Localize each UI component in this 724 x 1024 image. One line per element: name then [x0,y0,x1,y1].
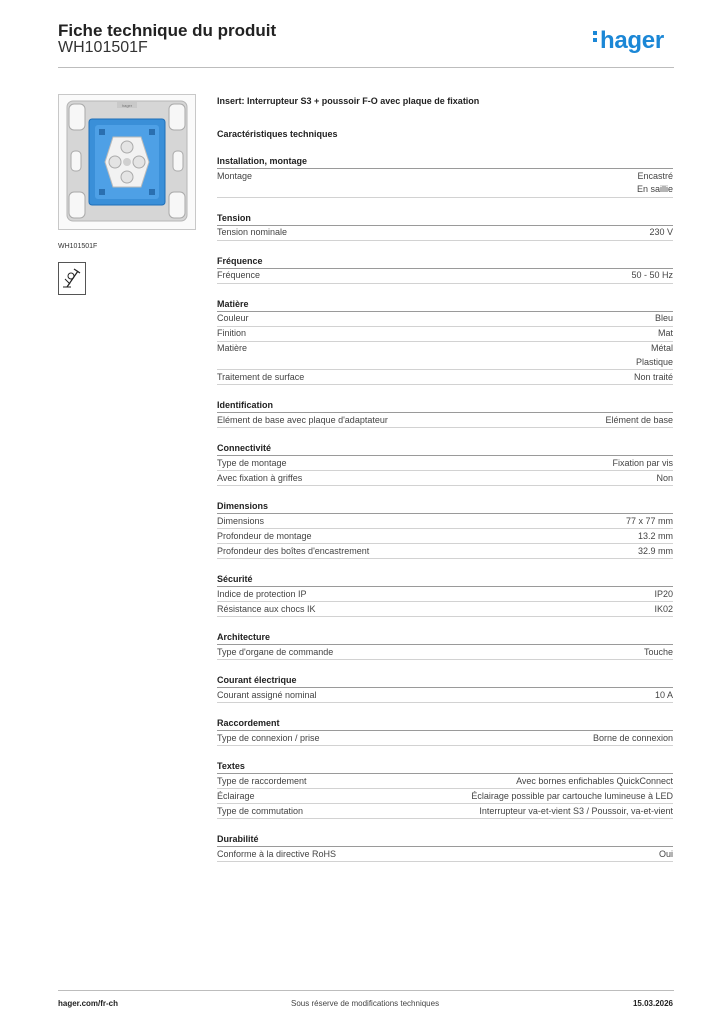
spec-row [217,602,673,617]
spec-label: Montage [217,170,253,181]
logo-dots-icon [593,31,598,45]
spec-row [217,688,673,703]
spec-label: Résistance aux chocs IK [217,603,316,614]
spec-section [217,212,673,241]
spec-row [217,169,673,198]
spec-label: Finition [217,328,247,338]
spec-row [217,587,673,602]
spec-label: Tension nominale [217,227,288,237]
insert-description: Insert: Interrupteur S3 + poussoir F-O avec plaque de fixation [217,96,480,106]
logo-text: hager [600,27,664,54]
spec-label: Matière [217,343,248,353]
spec-label: Type de montage [217,457,287,468]
spec-value: Borne de connexion [592,732,673,743]
spec-row [217,370,673,385]
spec-label: Type de commutation [217,805,304,816]
spec-section [217,717,673,746]
header-divider [58,67,674,68]
spec-value: Non [656,472,673,483]
spec-label: Profondeur des boîtes d'encastrement [217,545,370,556]
spec-value: 10 A [654,689,673,700]
switch-insert-icon [59,95,195,229]
spec-row [217,645,673,660]
section-title: Raccordement [217,717,673,731]
spec-value: Métal Plastique [635,343,673,367]
spec-label: Couleur [217,313,249,323]
specifications [217,96,673,862]
spec-section [217,255,673,284]
spec-label: Courant assigné nominal [217,689,317,700]
spec-sections [217,155,673,862]
section-title: Matière [217,298,673,312]
spec-section [217,833,673,862]
spec-row [217,456,673,471]
section-title: Connectivité [217,442,673,456]
spec-value: Éclairage possible par cartouche lumineuse à LED [471,790,673,801]
image-brand-label: hager [121,103,133,108]
spec-value: Touche [643,646,673,657]
spec-section [217,298,673,386]
spec-section [217,399,673,428]
footer-divider [58,990,674,991]
spec-row [217,514,673,529]
spec-row [217,544,673,559]
spec-value: 13.2 mm [637,530,673,541]
spec-row [217,789,673,804]
spec-section [217,760,673,819]
spec-label: Fréquence [217,270,261,280]
section-title: Tension [217,212,673,226]
spec-label: Type de connexion / prise [217,732,320,743]
spec-label: Profondeur de montage [217,530,312,541]
switch-symbol-icon [59,263,85,294]
section-title: Installation, montage [217,155,673,169]
spec-label: Indice de protection IP [217,588,307,599]
spec-section [217,674,673,703]
spec-value: Avec bornes enfichables QuickConnect [516,775,673,786]
section-title: Architecture [217,631,673,645]
spec-section [217,573,673,617]
spec-value: Interrupteur va-et-vient S3 / Poussoir, va-et-vient [479,805,673,816]
footer-disclaimer: Sous réserve de modifications techniques [291,999,440,1008]
spec-value: 230 V [649,227,673,237]
spec-value: 77 x 77 mm [625,515,673,526]
spec-row [217,529,673,544]
spec-value: Bleu [654,313,673,323]
spec-row [217,413,673,428]
section-title: Textes [217,760,673,774]
spec-label: Traitement de surface [217,371,305,382]
footer-website[interactable]: hager.com/fr-ch [58,999,119,1008]
page-title: Fiche technique du produit [58,21,277,40]
spec-value: 32.9 mm [637,545,673,556]
spec-label: Type de raccordement [217,775,307,786]
product-image [58,94,196,230]
spec-value: IP20 [654,588,673,599]
spec-value: Oui [658,848,673,859]
spec-row [217,731,673,746]
section-title: Dimensions [217,500,673,514]
spec-row [217,774,673,789]
spec-label: Type d'organe de commande [217,646,334,657]
wiring-symbol [58,262,86,295]
spec-value: 50 - 50 Hz [631,270,673,280]
spec-row [217,342,673,371]
spec-section [217,155,673,198]
tech-characteristics-title: Caractéristiques techniques [217,129,338,139]
spec-label: Dimensions [217,515,265,526]
spec-row [217,327,673,342]
footer-date: 15.03.2026 [632,999,673,1008]
spec-label: Éclairage [217,790,255,801]
spec-label: Avec fixation à griffes [217,472,303,483]
spec-value: Encastré En saillie [636,170,673,194]
section-title: Identification [217,399,673,413]
spec-value: Elément de base [605,414,673,425]
section-title: Durabilité [217,833,673,847]
section-title: Sécurité [217,573,673,587]
spec-row [217,847,673,862]
section-title: Fréquence [217,255,673,269]
spec-label: Elément de base avec plaque d'adaptateur [217,414,388,425]
image-caption: WH101501F [58,243,98,250]
spec-section [217,500,673,559]
spec-value: Mat [657,328,673,338]
spec-row [217,804,673,819]
spec-section [217,442,673,486]
spec-value: Fixation par vis [612,457,673,468]
product-code: WH101501F [58,39,148,56]
spec-row [217,226,673,241]
spec-label: Conforme à la directive RoHS [217,848,337,859]
spec-row [217,312,673,327]
hager-logo [593,27,664,55]
spec-row [217,471,673,486]
spec-value: Non traité [633,371,673,382]
spec-section [217,631,673,660]
section-title: Courant électrique [217,674,673,688]
spec-row [217,269,673,284]
spec-value: IK02 [654,603,673,614]
